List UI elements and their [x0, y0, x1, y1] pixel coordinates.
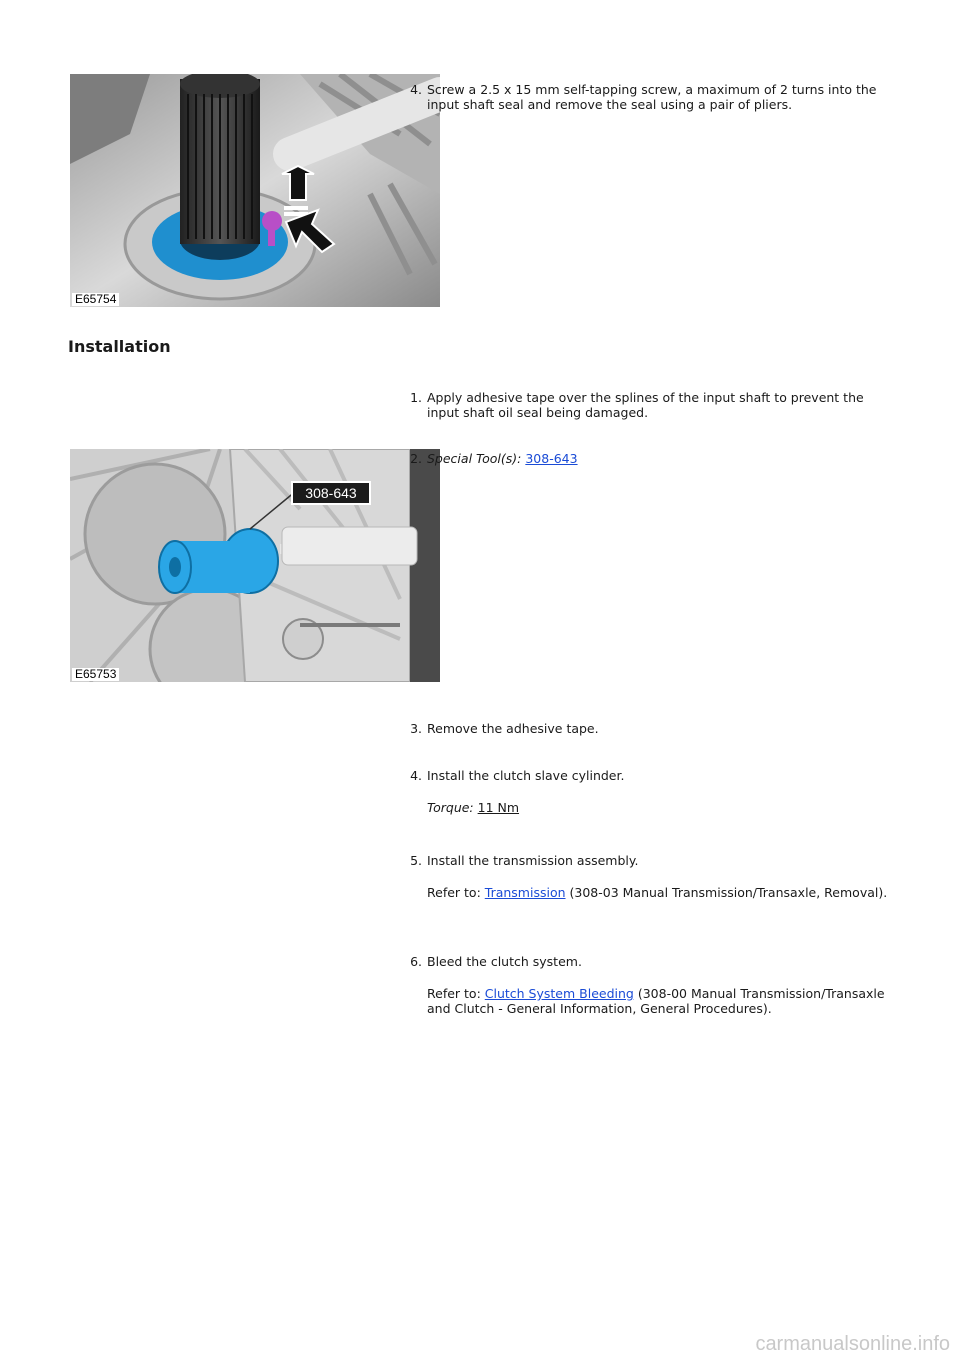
figure-special-tool: [70, 449, 440, 682]
step-number: 4.: [410, 82, 422, 97]
footer-watermark: carmanualsonline.info: [755, 1333, 950, 1355]
step-number: 2.: [410, 451, 422, 466]
step-number: 6.: [410, 954, 422, 969]
reference-detail: (308-03 Manual Transmission/Transaxle, Removal).: [569, 885, 888, 900]
refer-label: Refer to:: [427, 885, 481, 900]
step-number: 4.: [410, 768, 422, 783]
figure-code-label: E65754: [72, 293, 119, 306]
step-text: Apply adhesive tape over the splines of the input shaft to prevent the input shaft oil seal being damaged.: [427, 390, 864, 420]
torque-spec: [427, 800, 897, 815]
step-body: [427, 853, 897, 900]
clutch-system-bleeding-link[interactable]: Clutch System Bleeding: [484, 986, 634, 1001]
step-text: Install the transmission assembly.: [427, 853, 639, 868]
step-text: Bleed the clutch system.: [427, 954, 582, 969]
torque-label: Torque:: [427, 800, 474, 815]
tool-callout-label: 308-643: [305, 485, 357, 501]
special-tool-illustration: [70, 449, 440, 682]
special-tool-link[interactable]: 308-643: [525, 451, 578, 466]
reference: [427, 986, 897, 1016]
step-body: [427, 768, 897, 815]
reference-detail: (308-00 Manual Transmission/Transaxle and Clutch - General Information, General Procedures).: [427, 986, 885, 1016]
step-number: 1.: [410, 390, 422, 405]
step-text: Install the clutch slave cylinder.: [427, 768, 625, 783]
step-number: 5.: [410, 853, 422, 868]
installation-heading: Installation: [68, 337, 171, 356]
transmission-link[interactable]: Transmission: [484, 885, 566, 900]
refer-label: Refer to:: [427, 986, 481, 1001]
figure-code-label: E65753: [72, 668, 119, 681]
step-text: [427, 451, 897, 466]
step-body: [427, 954, 897, 1016]
torque-value: 11 Nm: [477, 800, 520, 815]
seal-removal-illustration: [70, 74, 440, 307]
special-tool-label: Special Tool(s):: [427, 451, 522, 466]
figure-input-shaft-seal: [70, 74, 440, 307]
step-text: Remove the adhesive tape.: [427, 721, 599, 736]
step-text: Screw a 2.5 x 15 mm self-tapping screw, a maximum of 2 turns into the input shaft seal and remove the seal using a pair of pliers.: [427, 82, 877, 112]
reference: [427, 885, 897, 900]
step-number: 3.: [410, 721, 422, 736]
